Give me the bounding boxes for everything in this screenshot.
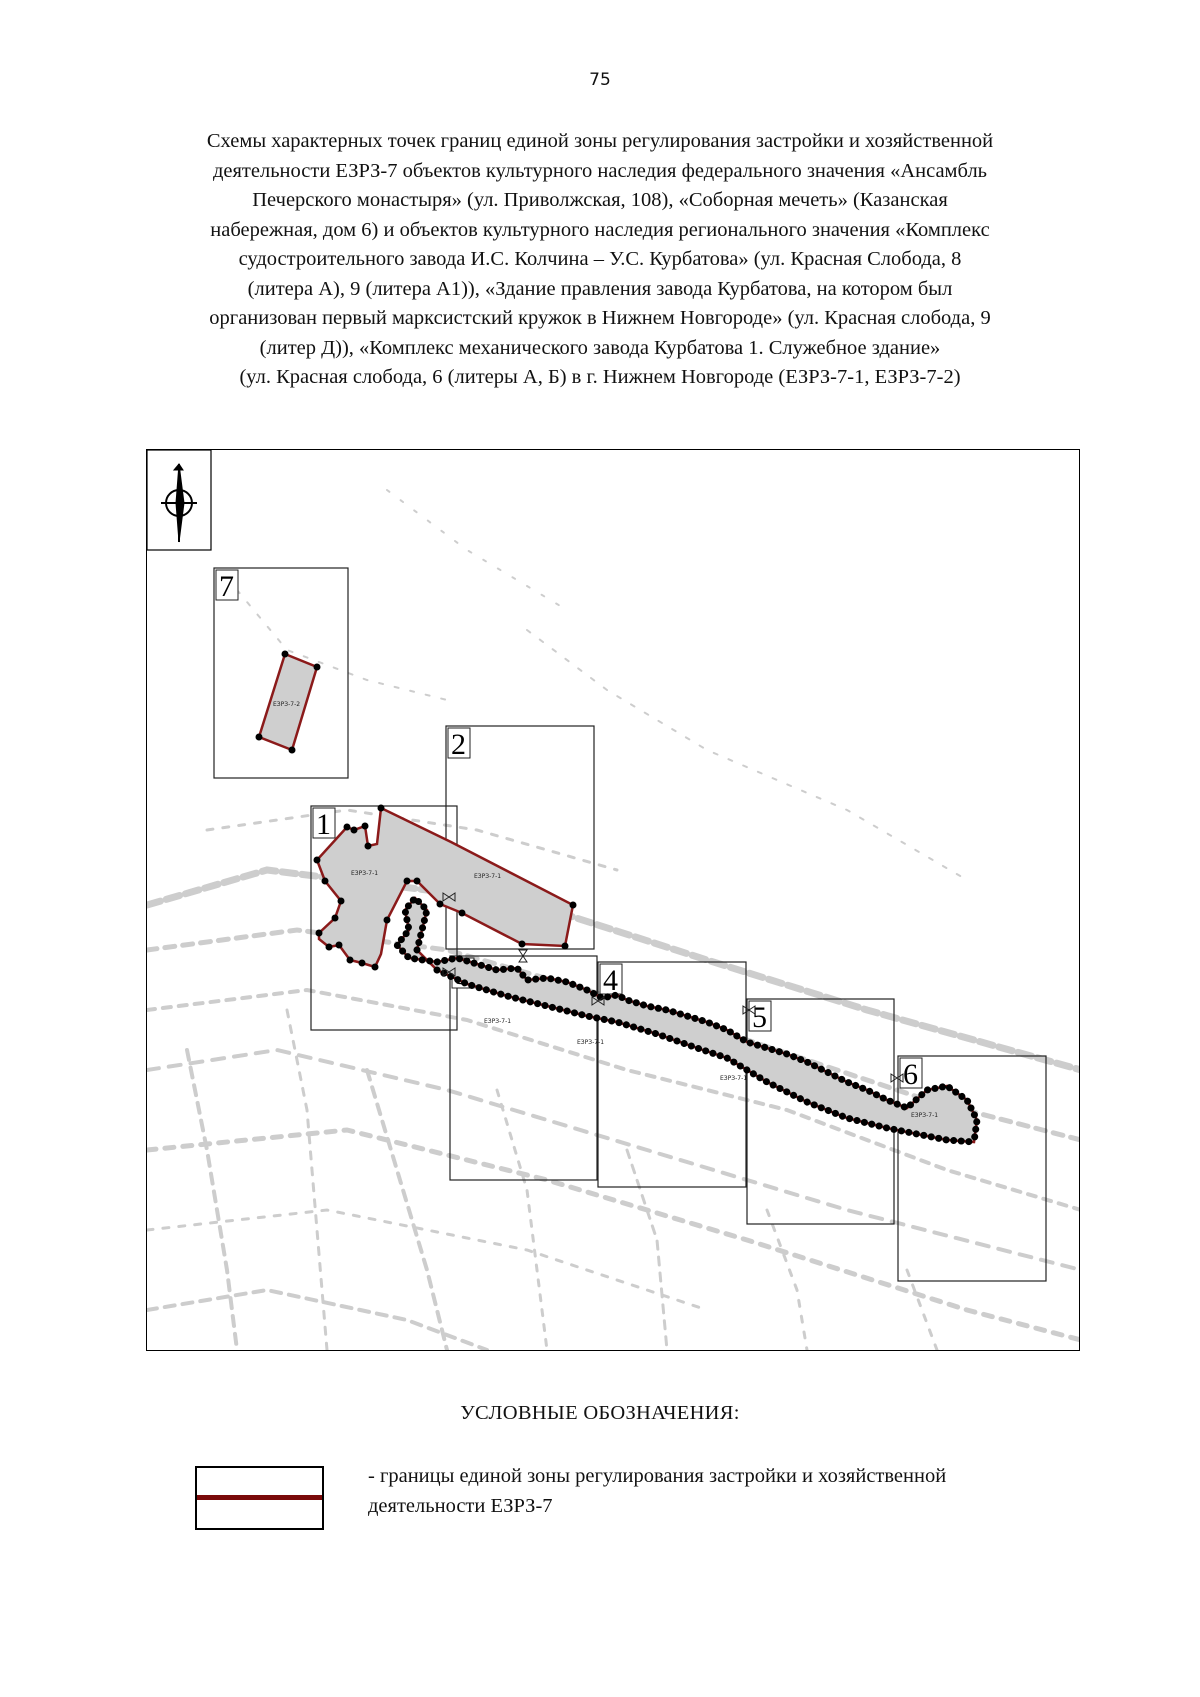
legend-boundary-swatch (195, 1466, 324, 1530)
zone-label: ЕЗРЗ-7-2 (273, 701, 301, 708)
street-network (147, 490, 1080, 1350)
legend-title: УСЛОВНЫЕ ОБОЗНАЧЕНИЯ: (460, 1402, 740, 1424)
page-number: 75 (589, 70, 611, 90)
title-line: деятельности ЕЗРЗ-7 объектов культурного наследия федерального значения «Ансамбль (212, 159, 988, 182)
sheet-number: 6 (903, 1058, 918, 1091)
title-line: Печерского монастыря» (ул. Приволжская, 108), «Соборная мечеть» (Казанская (252, 189, 948, 211)
title-line: (ул. Красная слобода, 6 (литеры А, Б) в г. Нижнем Новгороде (ЕЗРЗ-7-1, ЕЗРЗ-7-2) (239, 366, 961, 388)
title-line: (литера А), 9 (литера А1)), «Здание правления завода Курбатова, на котором был (247, 277, 953, 300)
title-line: организован первый марксистский кружок в Нижнем Новгороде» (ул. Красная слобода, 9 (209, 307, 991, 329)
map-frame (146, 449, 1080, 1351)
title-line: (литер Д)), «Комплекс механического завода Курбатова 1. Служебное здание» (259, 336, 941, 359)
zone-label: ЕЗРЗ-7-1 (474, 873, 502, 880)
map-canvas (147, 450, 1080, 1351)
sheet-number: 2 (451, 728, 466, 761)
sheet-number: 4 (603, 964, 618, 997)
zone-label: ЕЗРЗ-7-1 (351, 870, 379, 877)
document-title (150, 127, 1050, 393)
zone-label: ЕЗРЗ-7-1 (484, 1018, 512, 1025)
legend-item-text: - границы единой зоны регулирования застройки и хозяйственной деятельности ЕЗРЗ-7 (368, 1465, 947, 1517)
sheet-number: 1 (316, 808, 331, 841)
zone-label: ЕЗРЗ-7-1 (911, 1112, 939, 1119)
sheet-frame-6 (898, 1056, 1046, 1281)
north-arrow-box (147, 450, 211, 550)
title-line: набережная, дом 6) и объектов культурного наследия регионального значения «Комплекс (210, 218, 990, 241)
sheet-number: 7 (219, 570, 234, 603)
legend-boundary-line (197, 1495, 322, 1500)
sheet-number: 5 (752, 1001, 767, 1034)
zone-label: ЕЗРЗ-7-1 (720, 1075, 748, 1082)
title-line: судостроительного завода И.С. Колчина – У.С. Курбатова» (ул. Красная Слобода, 8 (238, 248, 962, 270)
zone-ezrz-7-2 (259, 654, 317, 750)
title-line: Схемы характерных точек границ единой зоны регулирования застройки и хозяйственной (206, 130, 994, 152)
zone-label: ЕЗРЗ-7-1 (577, 1039, 605, 1046)
